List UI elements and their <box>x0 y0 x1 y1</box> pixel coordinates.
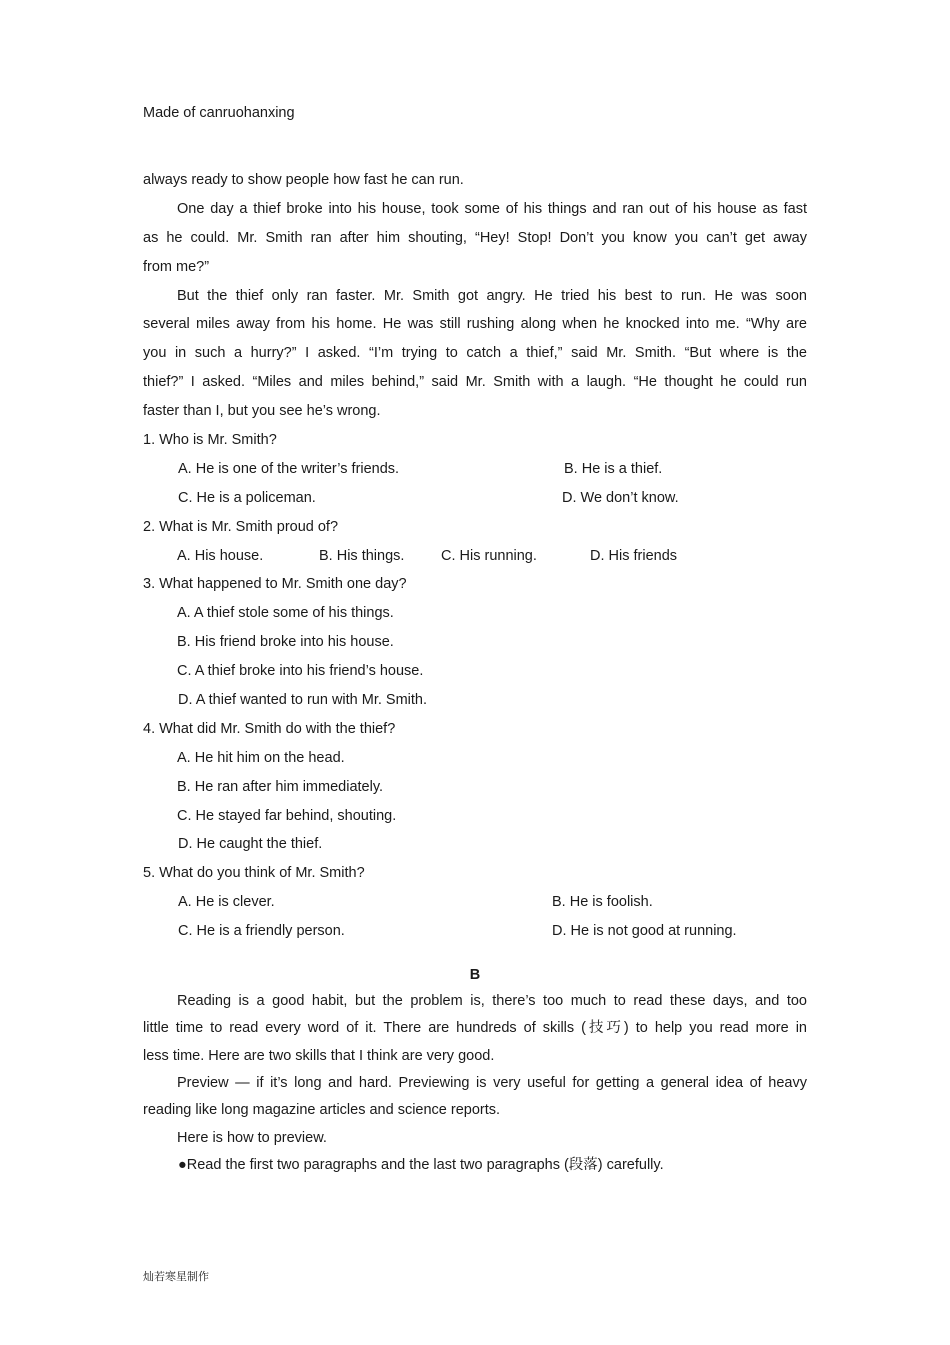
option-b: B. His things. <box>319 547 405 564</box>
passage-line: from me?” <box>143 258 210 275</box>
document-body <box>143 166 807 1179</box>
option-b: B. His friend broke into his house. <box>177 634 394 651</box>
question-4 <box>143 715 807 859</box>
option-c: C. He is a friendly person. <box>178 923 345 940</box>
passage-line: reading like long magazine articles and science reports. <box>143 1102 501 1119</box>
option-c: C. He stayed far behind, shouting. <box>177 807 397 824</box>
passage-line: you in such a hurry?” I asked. “I’m trying to catch a thief,” said Mr. Smith. “But where is the <box>143 345 807 362</box>
option-row <box>143 542 807 571</box>
option-c: C. His running. <box>441 547 537 564</box>
option-row <box>143 455 807 484</box>
passage-line: Preview — if it’s long and hard. Previewing is very useful for getting a general idea of heavy <box>177 1074 807 1091</box>
option-a: A. He is one of the writer’s friends. <box>178 460 400 477</box>
section-b <box>143 962 807 1179</box>
question-stem: 3. What happened to Mr. Smith one day? <box>143 576 407 593</box>
option-row <box>143 917 807 946</box>
passage-line: little time to read every word of it. There are hundreds of skills (技巧) to help you read more in <box>143 1020 807 1037</box>
option-c: C. He is a policeman. <box>178 489 316 506</box>
option-a: A. He is clever. <box>178 894 275 911</box>
question-stem: 4. What did Mr. Smith do with the thief? <box>143 720 396 737</box>
option-a: A. A thief stole some of his things. <box>177 605 394 622</box>
option-d: D. We don’t know. <box>562 489 679 506</box>
option-d: D. His friends <box>590 547 678 564</box>
option-b: B. He is foolish. <box>552 894 653 911</box>
passage-line: less time. Here are two skills that I think are very good. <box>143 1047 495 1064</box>
question-stem: 1. Who is Mr. Smith? <box>143 432 277 449</box>
option-a: A. He hit him on the head. <box>177 749 345 766</box>
option-row <box>143 484 807 513</box>
section-title: B <box>469 967 481 984</box>
passage-line: several miles away from his home. He was still rushing along when he knocked into me. “Why are <box>143 316 807 333</box>
question-stem: 2. What is Mr. Smith proud of? <box>143 518 339 535</box>
passage-line: Reading is a good habit, but the problem is, there’s too much to read these days, and too <box>177 993 807 1010</box>
page-footer: 灿若寒星制作 <box>143 1270 209 1283</box>
passage-line: One day a thief broke into his house, took some of his things and ran out of his house as fast <box>177 200 807 217</box>
option-d: D. A thief wanted to run with Mr. Smith. <box>178 692 428 709</box>
option-d: D. He caught the thief. <box>178 836 323 853</box>
question-stem: 5. What do you think of Mr. Smith? <box>143 865 365 882</box>
question-2 <box>143 513 807 571</box>
passage-line: faster than I, but you see he’s wrong. <box>143 403 381 420</box>
passage-line: always ready to show people how fast he can run. <box>143 172 464 188</box>
page-header: Made of canruohanxing <box>143 105 295 121</box>
question-3 <box>143 570 807 714</box>
question-1 <box>143 426 807 513</box>
passage-a <box>143 166 807 426</box>
passage-line: thief?” I asked. “Miles and miles behind,” said Mr. Smith with a laugh. “He thought he could run <box>143 374 807 391</box>
question-5 <box>143 859 807 946</box>
option-c: C. A thief broke into his friend’s house. <box>177 663 424 680</box>
option-a: A. His house. <box>177 547 264 564</box>
bullet-line: ●Read the first two paragraphs and the last two paragraphs (段落) carefully. <box>178 1156 664 1173</box>
option-b: B. He ran after him immediately. <box>177 778 384 795</box>
passage-line: But the thief only ran faster. Mr. Smith got angry. He tried his best to run. He was soon <box>177 287 807 304</box>
passage-line: as he could. Mr. Smith ran after him shouting, “Hey! Stop! Don’t you know you can’t get away <box>143 229 807 246</box>
option-row <box>143 888 807 917</box>
option-d: D. He is not good at running. <box>552 923 737 940</box>
passage-line: Here is how to preview. <box>177 1129 327 1146</box>
option-b: B. He is a thief. <box>564 460 663 477</box>
